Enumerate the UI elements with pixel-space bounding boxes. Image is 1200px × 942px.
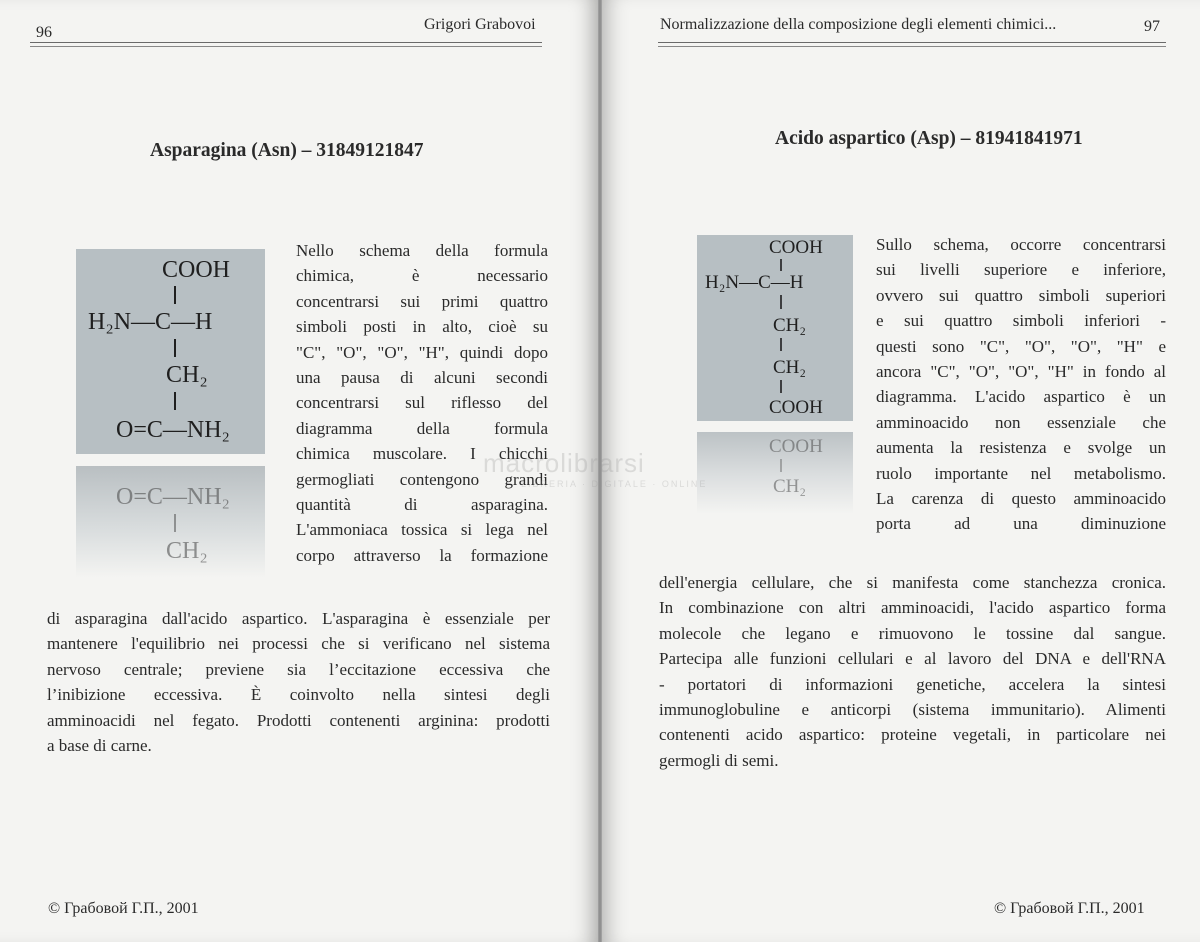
store-watermark — [483, 448, 723, 489]
copyright-footer: © Грабовой Г.П., 2001 — [994, 900, 1145, 917]
text-line: simboli posti in alto, cioè su — [296, 317, 548, 337]
text-line: concentrarsi sui primi quattro — [296, 291, 548, 311]
text-line: dell'energia cellulare, che si manifesta come stanchezza cronica. — [659, 573, 1166, 592]
text-line: amminoacidi nel fegato. Prodotti contenenti arginina: prodotti — [47, 710, 550, 730]
text-line: molecole che legano e rimuovono le tossine dal sangue. — [659, 623, 1166, 643]
text-full-width — [47, 606, 550, 758]
formula-reflection — [76, 466, 265, 578]
text-line: germogliati contengono grandi — [296, 469, 548, 489]
text-line: Sullo schema, occorre concentrarsi — [876, 235, 1166, 254]
text-line: immunoglobuline e anticorpi (sistema immunitario). Alimenti — [659, 699, 1166, 719]
text-line: e sui quattro simboli inferiori - — [876, 311, 1166, 331]
formula-top: COOH — [769, 237, 823, 258]
text-line: a base di carne. — [47, 735, 152, 755]
text-line: chimica muscolare. I chicchi — [296, 444, 548, 464]
page-number: 97 — [1144, 18, 1160, 35]
formula-side: H₂N—C—H — [88, 309, 213, 335]
text-line: chimica, è necessario — [296, 266, 548, 286]
running-header: Grigori Grabovoi — [424, 16, 536, 33]
text-line: aumenta la resistenza e svolge un — [876, 438, 1166, 458]
text-full-width — [659, 570, 1166, 773]
text-beside-formula — [876, 232, 1166, 537]
text-line: l’inibizione eccessiva. È coinvolto nella sintesi degli — [47, 685, 550, 705]
reflection-line2: CH₂ — [166, 538, 208, 564]
formula-ch2-a: CH₂ — [773, 315, 807, 336]
header-rule-thin — [30, 46, 542, 47]
reflection-line2: CH₂ — [773, 476, 807, 497]
section-title: Asparagina (Asn) – 31849121847 — [150, 140, 424, 161]
text-line: sui livelli superiore e inferiore, — [876, 260, 1166, 280]
header-rule — [30, 42, 542, 43]
running-header: Normalizzazione della composizione degli elementi chimici... — [660, 16, 1057, 33]
text-line: corpo attraverso la formazione — [296, 545, 548, 565]
text-line: germogli di semi. — [659, 750, 779, 770]
formula-bottom: O=C—NH₂ — [116, 417, 230, 443]
watermark-brand: macrolibrarsi — [483, 448, 645, 478]
reflection-line1: COOH — [769, 436, 823, 457]
header-rule — [658, 42, 1166, 43]
formula-top: COOH — [162, 257, 231, 283]
page-number: 96 — [36, 24, 52, 41]
text-line: una pausa di alcuni secondi — [296, 367, 548, 387]
text-line: ovvero sui quattro simboli superiori — [876, 285, 1166, 305]
text-line: quantità di asparagina. — [296, 494, 548, 514]
text-line: porta ad una diminuzione — [876, 514, 1166, 534]
watermark-tagline: LIBRERIA · DIGITALE · ONLINE — [521, 479, 708, 489]
reflection-line1: O=C—NH₂ — [116, 484, 230, 510]
formula-bottom: COOH — [769, 397, 823, 418]
text-line: concentrarsi sul riflesso del — [296, 393, 548, 413]
text-line: contenenti acido aspartico: proteine vegetali, in particolare nei — [659, 725, 1166, 745]
text-line: questi sono "C", "O", "O", "H" e — [876, 336, 1166, 356]
formula-middle: CH₂ — [166, 362, 208, 388]
formula-side: H₂N—C—H — [705, 272, 804, 293]
text-line: diagramma della formula — [296, 418, 548, 438]
text-line: mantenere l'equilibrio nei processi che si verificano nel sistema — [47, 634, 550, 654]
text-beside-formula — [296, 238, 548, 568]
text-line: Nello schema della formula — [296, 241, 548, 260]
text-line: L'ammoniaca tossica si lega nel — [296, 520, 548, 540]
header-rule-thin — [658, 46, 1166, 47]
text-line: ruolo importante nel metabolismo. — [876, 463, 1166, 483]
text-line: "C", "O", "O", "H", quindi dopo — [296, 342, 548, 362]
text-line: - portatori di informazioni genetiche, accelera la sintesi — [659, 674, 1166, 694]
text-line: diagramma. L'acido aspartico è un — [876, 387, 1166, 407]
text-line: amminoacido non essenziale che — [876, 412, 1166, 432]
asparagine-formula — [76, 249, 265, 454]
text-line: Partecipa alle funzioni cellulari e al lavoro del DNA e dell'RNA — [659, 649, 1166, 669]
text-line: nervoso centrale; previene sia l’eccitazione eccessiva che — [47, 659, 550, 679]
formula-ch2-b: CH₂ — [773, 357, 807, 378]
aspartic-acid-formula — [697, 235, 853, 421]
text-line: In combinazione con altri amminoacidi, l'acido aspartico forma — [659, 598, 1166, 618]
text-line: La carenza di questo amminoacido — [876, 488, 1166, 508]
text-line: ancora "C", "O", "O", "H" in fondo al — [876, 361, 1166, 381]
section-title: Acido aspartico (Asp) – 81941841971 — [775, 128, 1083, 149]
text-line: di asparagina dall'acido aspartico. L'asparagina è essenziale per — [47, 609, 550, 628]
copyright-footer: © Грабовой Г.П., 2001 — [48, 900, 199, 917]
